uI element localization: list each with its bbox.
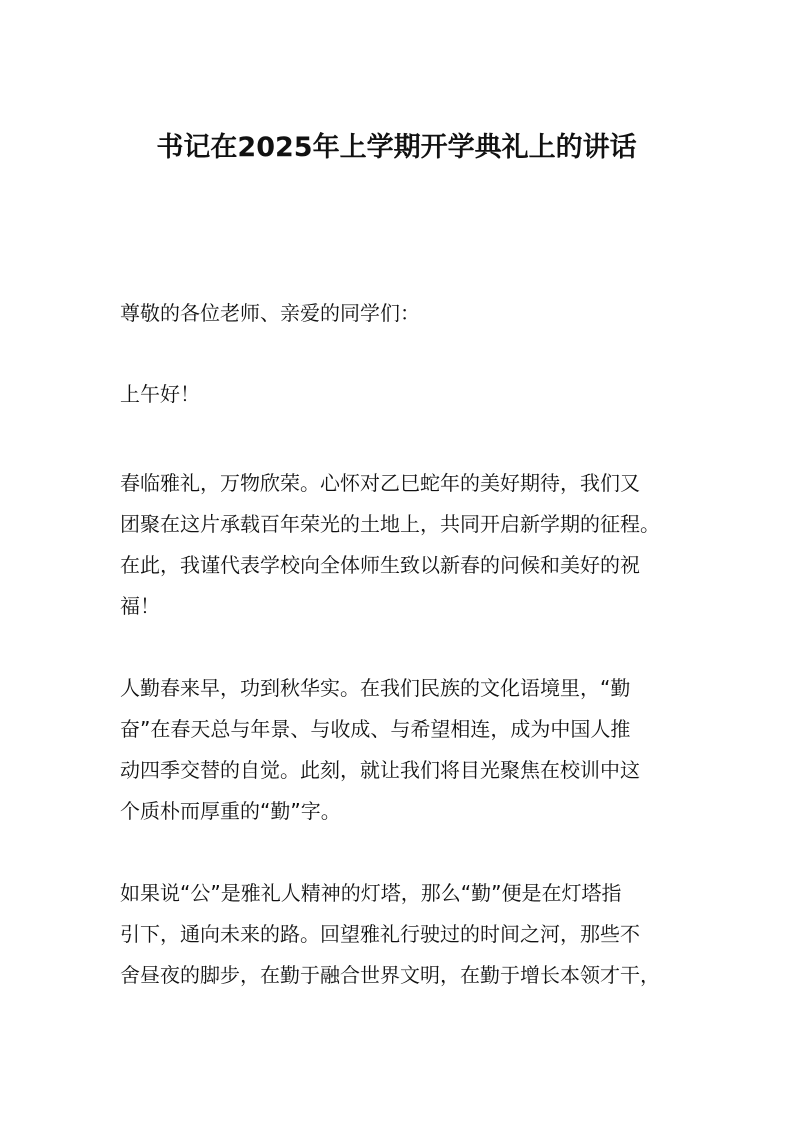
text-line: 引下，通向未来的路。回望雅礼行驶过的时间之河，那些不 [120, 922, 640, 946]
salutation-paragraph [120, 374, 700, 415]
text-line: 在此，我谨代表学校向全体师生致以新春的问候和美好的祝 [120, 553, 640, 577]
text-line: 上午好！ [120, 382, 200, 406]
body-paragraph-1 [120, 463, 700, 627]
text-line: 如果说“公”是雅礼人精神的灯塔，那么“勤”便是在灯塔指 [120, 881, 622, 905]
text-line: 奋”在春天总与年景、与收成、与希望相连，成为中国人推 [120, 717, 631, 741]
text-line: 动四季交替的自觉。此刻，就让我们将目光聚焦在校训中这 [120, 758, 640, 782]
text-line: 团聚在这片承载百年荣光的土地上，共同开启新学期的征程。 [120, 512, 660, 536]
document-title: 书记在2025年上学期开学典礼上的讲话 [156, 132, 637, 163]
body-paragraph-2 [120, 668, 700, 832]
text-line: 尊敬的各位老师、亲爱的同学们： [120, 301, 420, 325]
text-line: 人勤春来早，功到秋华实。在我们民族的文化语境里，“勤 [120, 676, 631, 700]
text-line: 春临雅礼，万物欣荣。心怀对乙巳蛇年的美好期待，我们又 [120, 471, 640, 495]
text-line: 福！ [120, 594, 160, 618]
body-paragraph-3 [120, 873, 700, 996]
text-line: 个质朴而厚重的“勤”字。 [120, 799, 341, 823]
text-line: 舍昼夜的脚步，在勤于融合世界文明，在勤于增长本领才干， [120, 963, 660, 987]
greeting-paragraph [120, 293, 700, 334]
